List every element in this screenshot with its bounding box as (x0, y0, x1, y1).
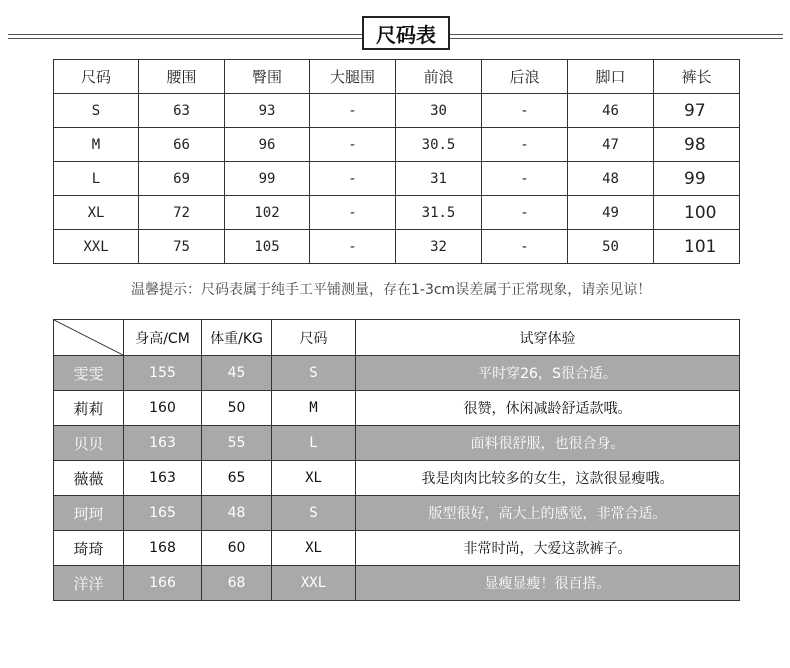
header-height: 身高/CM (124, 320, 202, 356)
table-row (54, 94, 740, 128)
table-row (54, 566, 740, 601)
table-row (54, 230, 740, 264)
cell-model-name: 雯雯 (54, 356, 124, 391)
cell-thigh: - (310, 94, 396, 128)
header-diagonal-corner (54, 320, 124, 356)
diagonal-line-icon (54, 320, 123, 355)
page-title: 尺码表 (362, 16, 450, 50)
table-row (54, 426, 740, 461)
table-row (54, 196, 740, 230)
cell-size: XXL (54, 230, 139, 264)
cell-size: S (272, 356, 356, 391)
cell-model-name: 琦琦 (54, 531, 124, 566)
cell-front-rise: 30 (396, 94, 482, 128)
cell-size: S (272, 496, 356, 531)
cell-waist: 75 (139, 230, 225, 264)
cell-size: L (54, 162, 139, 196)
cell-size: XL (272, 531, 356, 566)
table-row (54, 162, 740, 196)
cell-length: 98 (654, 128, 740, 162)
header-front-rise: 前浪 (396, 60, 482, 94)
cell-front-rise: 32 (396, 230, 482, 264)
measurement-note: 温馨提示：尺码表属于纯手工平铺测量，存在1-3cm误差属于正常现象，请亲见谅！ (131, 282, 652, 298)
cell-weight: 45 (202, 356, 272, 391)
cell-back-rise: - (482, 94, 568, 128)
cell-leg-opening: 50 (568, 230, 654, 264)
cell-thigh: - (310, 196, 396, 230)
cell-hip: 105 (225, 230, 310, 264)
cell-leg-opening: 47 (568, 128, 654, 162)
cell-front-rise: 31 (396, 162, 482, 196)
cell-hip: 96 (225, 128, 310, 162)
title-bar (0, 0, 790, 60)
cell-height: 163 (124, 461, 202, 496)
cell-size: M (272, 391, 356, 426)
cell-experience: 非常时尚，大爱这款裤子。 (356, 531, 740, 566)
cell-hip: 93 (225, 94, 310, 128)
table-row (54, 496, 740, 531)
cell-experience: 面料很舒服，也很合身。 (356, 426, 740, 461)
cell-model-name: 珂珂 (54, 496, 124, 531)
cell-back-rise: - (482, 196, 568, 230)
cell-waist: 66 (139, 128, 225, 162)
cell-experience: 很赞，休闲减龄舒适款哦。 (356, 391, 740, 426)
cell-length: 100 (654, 196, 740, 230)
cell-height: 160 (124, 391, 202, 426)
cell-waist: 63 (139, 94, 225, 128)
table-row (54, 461, 740, 496)
header-back-rise: 后浪 (482, 60, 568, 94)
cell-height: 168 (124, 531, 202, 566)
cell-back-rise: - (482, 162, 568, 196)
cell-height: 166 (124, 566, 202, 601)
cell-thigh: - (310, 162, 396, 196)
cell-waist: 72 (139, 196, 225, 230)
cell-size: XL (272, 461, 356, 496)
cell-size: XL (54, 196, 139, 230)
cell-length: 101 (654, 230, 740, 264)
fitting-experience-table (53, 319, 740, 601)
cell-weight: 55 (202, 426, 272, 461)
cell-length: 99 (654, 162, 740, 196)
cell-height: 155 (124, 356, 202, 391)
cell-weight: 68 (202, 566, 272, 601)
cell-model-name: 贝贝 (54, 426, 124, 461)
table-row (54, 356, 740, 391)
table-row (54, 531, 740, 566)
header-leg-opening: 脚口 (568, 60, 654, 94)
cell-experience: 版型很好，高大上的感觉，非常合适。 (356, 496, 740, 531)
header-thigh: 大腿围 (310, 60, 396, 94)
cell-model-name: 洋洋 (54, 566, 124, 601)
cell-thigh: - (310, 230, 396, 264)
table-row (54, 128, 740, 162)
cell-weight: 50 (202, 391, 272, 426)
cell-hip: 102 (225, 196, 310, 230)
cell-model-name: 莉莉 (54, 391, 124, 426)
cell-experience: 显瘦显瘦！很百搭。 (356, 566, 740, 601)
cell-weight: 60 (202, 531, 272, 566)
cell-front-rise: 31.5 (396, 196, 482, 230)
cell-leg-opening: 49 (568, 196, 654, 230)
header-size: 尺码 (54, 60, 139, 94)
cell-experience: 我是肉肉比较多的女生，这款很显瘦哦。 (356, 461, 740, 496)
header-weight: 体重/KG (202, 320, 272, 356)
cell-height: 165 (124, 496, 202, 531)
cell-leg-opening: 48 (568, 162, 654, 196)
cell-size: S (54, 94, 139, 128)
size-chart-header-row (54, 60, 740, 94)
cell-height: 163 (124, 426, 202, 461)
header-experience: 试穿体验 (356, 320, 740, 356)
cell-experience: 平时穿26，S很合适。 (356, 356, 740, 391)
size-chart-table (53, 59, 740, 264)
cell-weight: 48 (202, 496, 272, 531)
cell-thigh: - (310, 128, 396, 162)
cell-front-rise: 30.5 (396, 128, 482, 162)
cell-leg-opening: 46 (568, 94, 654, 128)
cell-size: XXL (272, 566, 356, 601)
header-hip: 臀围 (225, 60, 310, 94)
cell-back-rise: - (482, 128, 568, 162)
cell-length: 97 (654, 94, 740, 128)
header-waist: 腰围 (139, 60, 225, 94)
fitting-header-row (54, 320, 740, 356)
header-length: 裤长 (654, 60, 740, 94)
cell-waist: 69 (139, 162, 225, 196)
cell-back-rise: - (482, 230, 568, 264)
header-size: 尺码 (272, 320, 356, 356)
cell-weight: 65 (202, 461, 272, 496)
table-row (54, 391, 740, 426)
cell-size: M (54, 128, 139, 162)
cell-size: L (272, 426, 356, 461)
cell-model-name: 薇薇 (54, 461, 124, 496)
cell-hip: 99 (225, 162, 310, 196)
